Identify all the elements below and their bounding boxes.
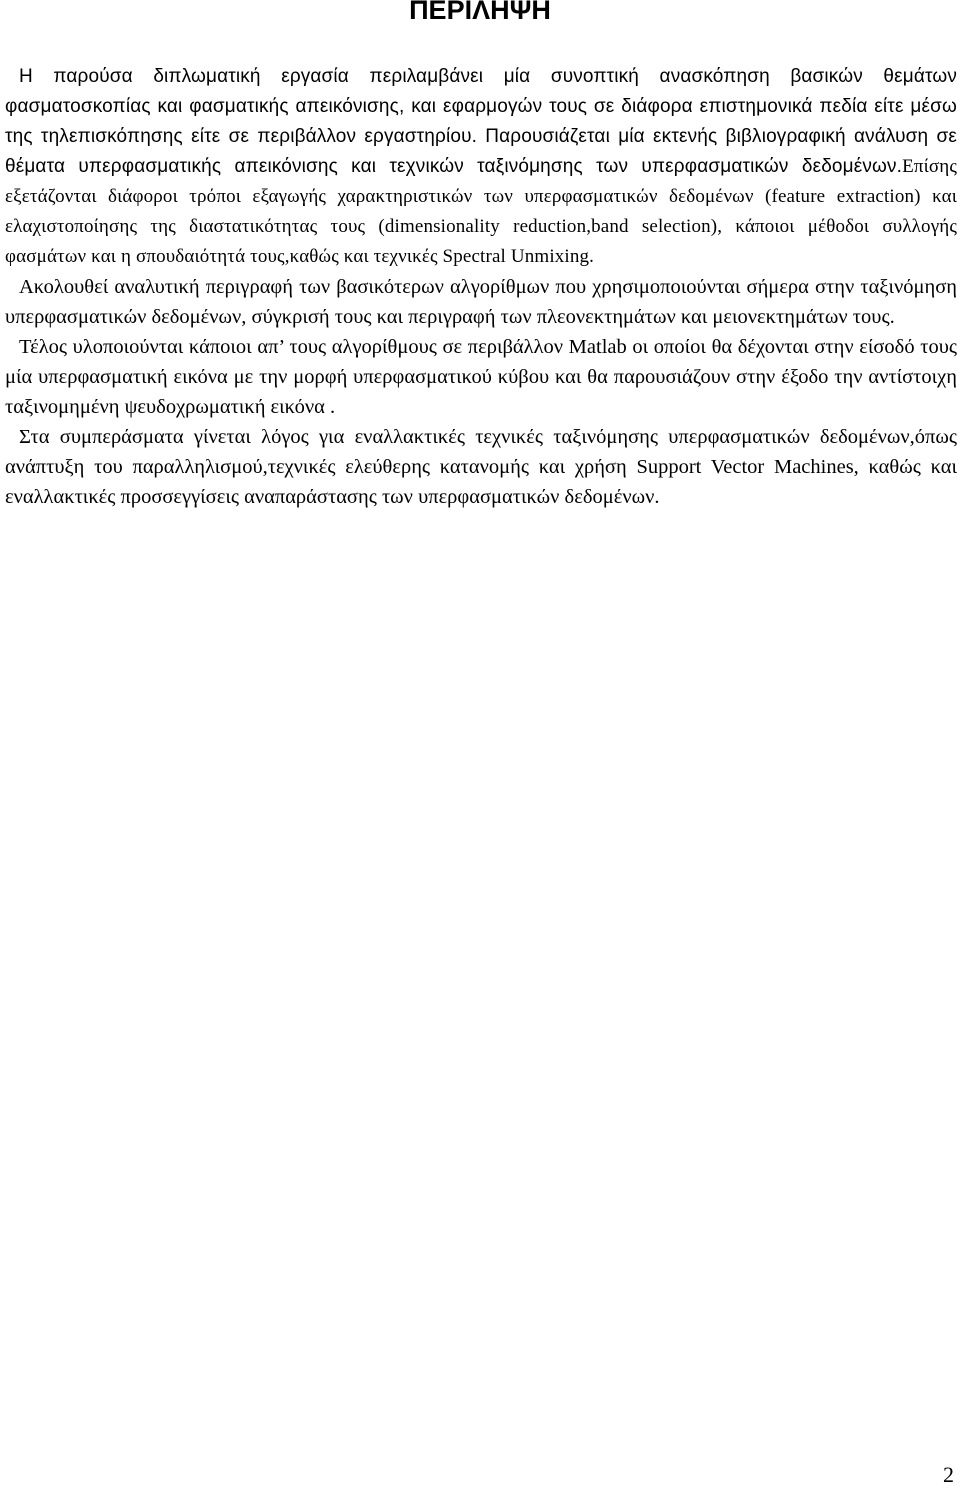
paragraph-implementation: Τέλος υλοποιούνται κάποιοι απ’ τους αλγορίθμους σε περιβάλλον Matlab οι οποίοι θα δέχονται στην είσοδό τους μία υπερφασματική εικόνα με την μορφή υπερφασματικού κύβου και θα παρουσιάζουν στην έξοδο την αντίστοιχη ταξινομημένη ψευδοχρωματική εικόνα . <box>5 336 957 418</box>
page-number: 2 <box>943 1462 954 1487</box>
abstract-body <box>5 62 957 512</box>
paragraph-intro-text: Η παρούσα διπλωματική εργασία περιλαμβάνει μία συνοπτική ανασκόπηση βασικών θεμάτων φασματοσκοπίας και φασματικής απεικόνισης, και εφαρμογών τους σε διάφορα επιστημονικά πεδία είτε μέσω της τηλεπισκόπησης είτε σε περιβάλλον εργαστηρίου. Παρουσιάζεται μία εκτενής βιβλιογραφική ανάλυση σε θέματα υπερφασματικής απεικόνισης και τεχνικών ταξινόμησης των υπερφασματικών δεδομένων. <box>5 66 957 177</box>
page-title: ΠΕΡΙΛΗΨΗ <box>409 0 551 25</box>
paragraph-intro <box>5 62 957 272</box>
paragraph-algorithms: Ακολουθεί αναλυτική περιγραφή των βασικότερων αλγορίθμων που χρησιμοποιούνται σήμερα στην ταξινόμηση υπερφασματικών δεδομένων, σύγκρισή τους και περιγραφή των πλεονεκτημάτων και μειονεκτημάτων τους. <box>5 276 957 328</box>
paragraph-intro-continuation: Επίσης εξετάζονται διάφοροι τρόποι εξαγωγής χαρακτηριστικών των υπερφασματικών δεδομένων (feature extraction) και ελαχιστοποίησης της διαστατικότητας τους (dimensionality reduction,band selection), κάποιοι μέθοδοι συλλογής φασμάτων και η σπουδαιότητά τους,καθώς και τεχνικές Spectral Unmixing. <box>5 156 957 267</box>
paragraph-conclusions: Στα συμπεράσματα γίνεται λόγος για εναλλακτικές τεχνικές ταξινόμησης υπερφασματικών δεδομένων,όπως ανάπτυξη του παραλληλισμού,τεχνικές ελεύθερης κατανομής και χρήση Support Vector Machines, καθώς και εναλλακτικές προσσεγγίσεις αναπαράστασης των υπερφασματικών δεδομένων. <box>5 426 957 508</box>
